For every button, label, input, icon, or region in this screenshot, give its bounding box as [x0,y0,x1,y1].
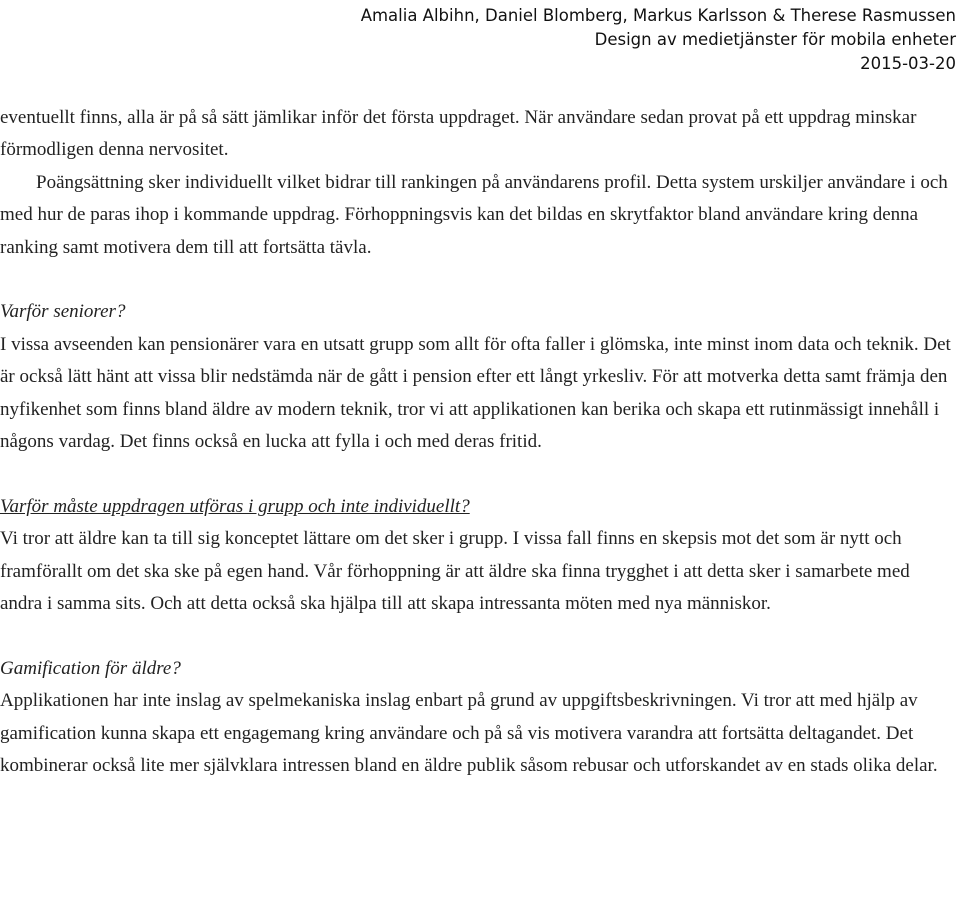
header-course: Design av medietjänster för mobila enheter [594,30,956,49]
paragraph-why-groups: Vi tror att äldre kan ta till sig konceptet lättare om det sker i grupp. I vissa fall finns en skepsis mot det som är nytt och framförallt om det ska ske på egen hand. Vår förhoppning är att äldre ska finna trygghet i att detta sker i samarbete med andra i samma sits. Och att detta också ska hjälpa till att skapa intressanta möten med nya människor. [0,528,910,615]
page-header [361,4,956,76]
paragraph-why-seniors: I vissa avseenden kan pensionärer vara en utsatt grupp som allt för ofta faller i glömska, inte minst inom data och teknik. Det är också lätt hänt att vissa blir nedstämda när de gått i pension efter ett långt yrkesliv. För att motverka detta samt främja den nyfikenhet som finns bland äldre av modern teknik, tror vi att applikationen kan berika och skapa ett rutinmässigt innehåll i någons vardag. Det finns också en lucka att fylla i och med deras fritid. [0,333,951,453]
spacer [0,458,952,490]
spacer [0,264,952,296]
spacer [0,620,952,652]
paragraph-scoring: Poängsättning sker individuellt vilket bidrar till rankingen på användarens profil. Detta system urskiljer användare i och med hur de paras ihop i kommande uppdrag. Förhoppningsvis kan det bildas en skrytfaktor bland användare kring denna ranking samt motivera dem till att fortsätta tävla. [0,171,948,258]
paragraph-gamification: Applikationen har inte inslag av spelmekaniska inslag enbart på grund av uppgiftsbeskrivningen. Vi tror att med hjälp av gamification kunna skapa ett engagemang kring användare och på så vis motivera varandra att fortsätta deltagandet. Det kombinerar också lite mer självklara intressen bland en äldre publik såsom rebusar och utforskandet av en stads olika delar. [0,690,938,777]
heading-gamification: Gamification för äldre? [0,657,181,679]
header-date: 2015-03-20 [860,54,956,73]
heading-why-groups: Varför måste uppdragen utföras i grupp och inte individuellt? [0,495,470,517]
document-body [0,102,952,782]
header-authors: Amalia Albihn, Daniel Blomberg, Markus Karlsson & Therese Rasmussen [360,6,956,25]
paragraph-intro-continued: eventuellt finns, alla är på så sätt jämlikar inför det första uppdraget. När användare sedan provat på ett uppdrag minskar förmodligen denna nervositet. [0,107,917,161]
heading-why-seniors: Varför seniorer? [0,301,126,323]
